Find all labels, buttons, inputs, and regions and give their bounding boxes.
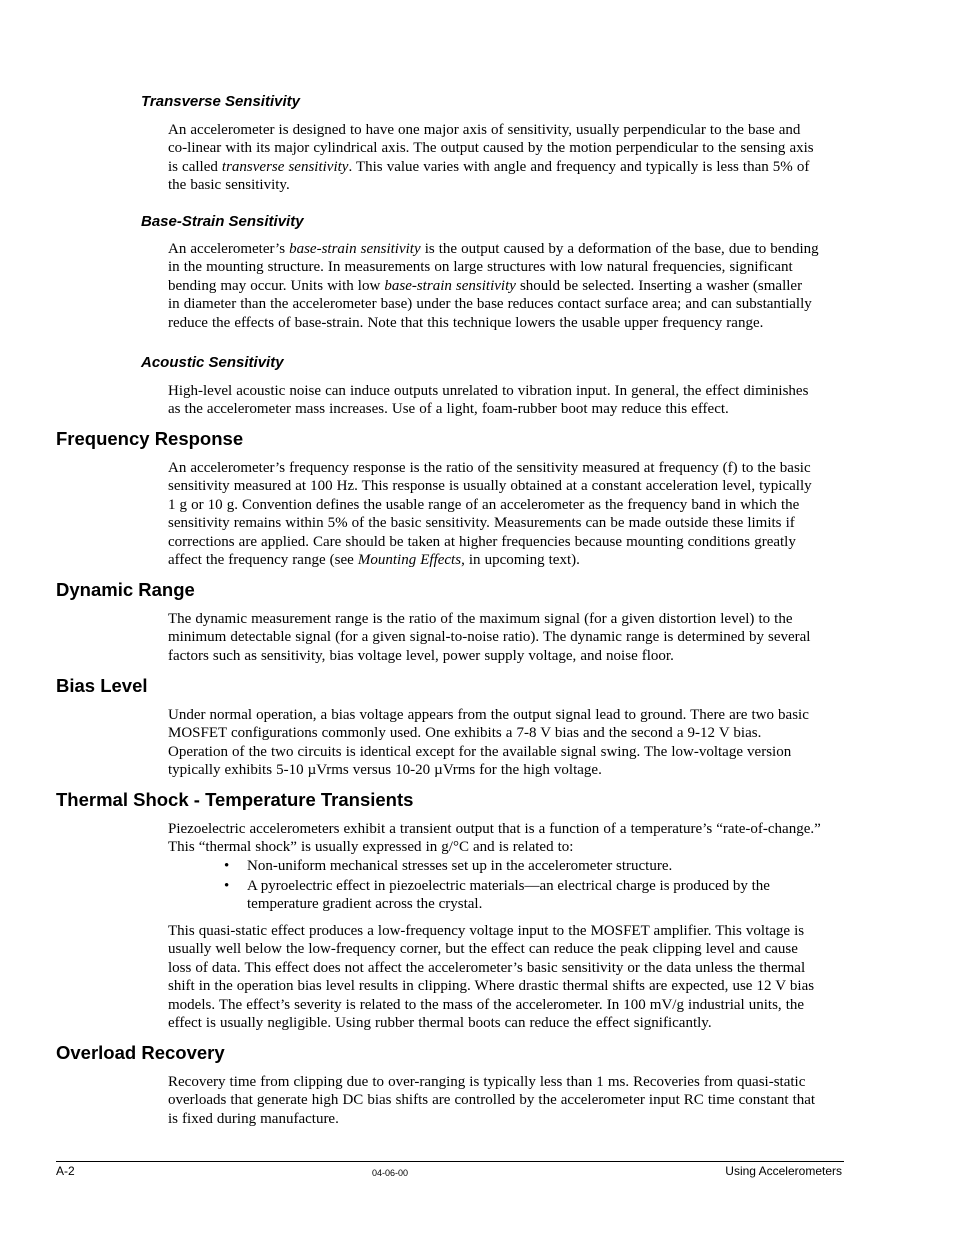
dynamic-range-paragraph: The dynamic measurement range is the ratio of the maximum signal (for a given distortion level) to the minimum detectable signal (for a given signal-to-noise ratio). The dynamic range is determined by several factors such as sensitivity, bias voltage level, power supply voltage, and noise floor.	[168, 611, 811, 664]
frequency-text: An accelerometer’s frequency response is the ratio of the sensitivity measured at frequency (f) to the basic sensitivity measured at 100 Hz. This response is usually obtained at a constant acceleration level, typically 1 g or 10 g. Convention defines the usable range of an accelerometer as the frequency band in which the sensitivity remains within 5% of the basic sensitivity. Measurements can be made outside these limits if corrections are applied. Care should be taken at higher frequencies because mounting conditions greatly affect the frequency range (see	[168, 460, 812, 569]
base-strain-italic-1: base-strain sensitivity	[289, 241, 421, 257]
transverse-sensitivity-heading: Transverse Sensitivity	[141, 93, 300, 110]
acoustic-sensitivity-heading: Acoustic Sensitivity	[141, 354, 284, 371]
mounting-effects-italic: Mounting Effects	[357, 552, 462, 569]
footer-divider	[56, 1161, 844, 1162]
list-item	[222, 857, 842, 875]
bias-level-heading: Bias Level	[56, 675, 148, 696]
thermal-shock-bullet-list	[222, 857, 842, 914]
base-strain-sensitivity-heading: Base-Strain Sensitivity	[141, 213, 304, 230]
frequency-response-heading: Frequency Response	[56, 428, 244, 449]
base-strain-italic-2: base-strain sensitivity	[384, 277, 516, 294]
footer-date: 04-06-00	[372, 1168, 409, 1178]
transverse-italic-term: transverse sensitivity	[221, 158, 349, 175]
base-strain-text-2: is the output caused by a deformation of the base, due to bending in the mounting structure. In measurements on large structures with low natural frequencies, significant bending may occur. Units with low	[168, 241, 819, 294]
transverse-text: An accelerometer is designed to have one major axis of sensitivity, usually perpendicular to the base and co-linear with its major cylindrical axis. The output caused by the motion perpendicular to the sensing axis is called	[168, 122, 814, 175]
acoustic-paragraph: High-level acoustic noise can induce outputs unrelated to vibration input. In general, the effect diminishes as the accelerometer mass increases. Use of a light, foam-rubber boot may reduce this effect.	[168, 383, 809, 418]
list-item-text: A pyroelectric effect in piezoelectric materials—an electrical charge is produced by the temperature gradient across the crystal.	[247, 877, 770, 913]
footer-document-title: Using Accelerometers	[725, 1164, 842, 1178]
thermal-shock-paragraph: This quasi-static effect produces a low-frequency voltage input to the MOSFET amplifier. This voltage is usually well below the low-frequency corner, but the effect can reduce the peak clipping level and cause loss of data. This effect does not affect the accelerometer’s basic sensitivity or the data unless the thermal shift in the operation bias level results in clipping. Where drastic thermal shifts are expected, use 12 V bias models. The effect’s severity is related to the mass of the accelerometer. In 100 mV/g industrial units, the effect is usually negligible. Using rubber thermal boots can reduce the effect significantly.	[168, 923, 815, 1032]
list-item-text: Non-uniform mechanical stresses set up in the accelerometer structure.	[247, 858, 673, 874]
thermal-shock-intro: Piezoelectric accelerometers exhibit a transient output that is a function of a temperature’s “rate-of-change.” This “thermal shock” is usually expressed in g/°C and is related to:	[168, 821, 821, 856]
thermal-shock-heading: Thermal Shock - Temperature Transients	[56, 789, 414, 810]
frequency-text-end: , in upcoming text).	[461, 552, 580, 569]
overload-recovery-heading: Overload Recovery	[56, 1042, 225, 1063]
bullet-icon: •	[224, 877, 230, 894]
footer-page-number: A-2	[56, 1164, 75, 1178]
base-strain-text-3: should be selected. Inserting a washer (smaller in diameter than the accelerometer base) under the base reduces contact surface area; and can substantially reduce the effects of base-strain. Note that this technique lowers the usable upper frequency range.	[168, 277, 812, 331]
transverse-text-end: . This value varies with angle and frequency and typically is less than 5% of the basic sensitivity.	[168, 158, 810, 194]
frequency-response-paragraph	[168, 459, 844, 569]
list-item	[222, 877, 842, 914]
overload-recovery-paragraph: Recovery time from clipping due to over-ranging is typically less than 1 ms. Recoveries from quasi-static overloads that generate high DC bias shifts are controlled by the accelerometer input RC time constant that is fixed during manufacture.	[168, 1074, 816, 1127]
base-strain-paragraph	[168, 240, 844, 332]
bias-level-paragraph: Under normal operation, a bias voltage appears from the output signal lead to ground. There are two basic MOSFET configurations commonly used. One exhibits a 7-8 V bias and the second a 9-12 V bias. Operation of the two circuits is identical except for the available signal swing. The low-voltage version typically exhibits 5-10 µVrms versus 10-20 µVrms for the high voltage.	[168, 707, 809, 779]
dynamic-range-heading: Dynamic Range	[56, 579, 195, 600]
bullet-icon: •	[224, 858, 230, 874]
transverse-sensitivity-paragraph	[168, 121, 844, 195]
base-strain-text-1: An accelerometer’s	[168, 241, 290, 257]
